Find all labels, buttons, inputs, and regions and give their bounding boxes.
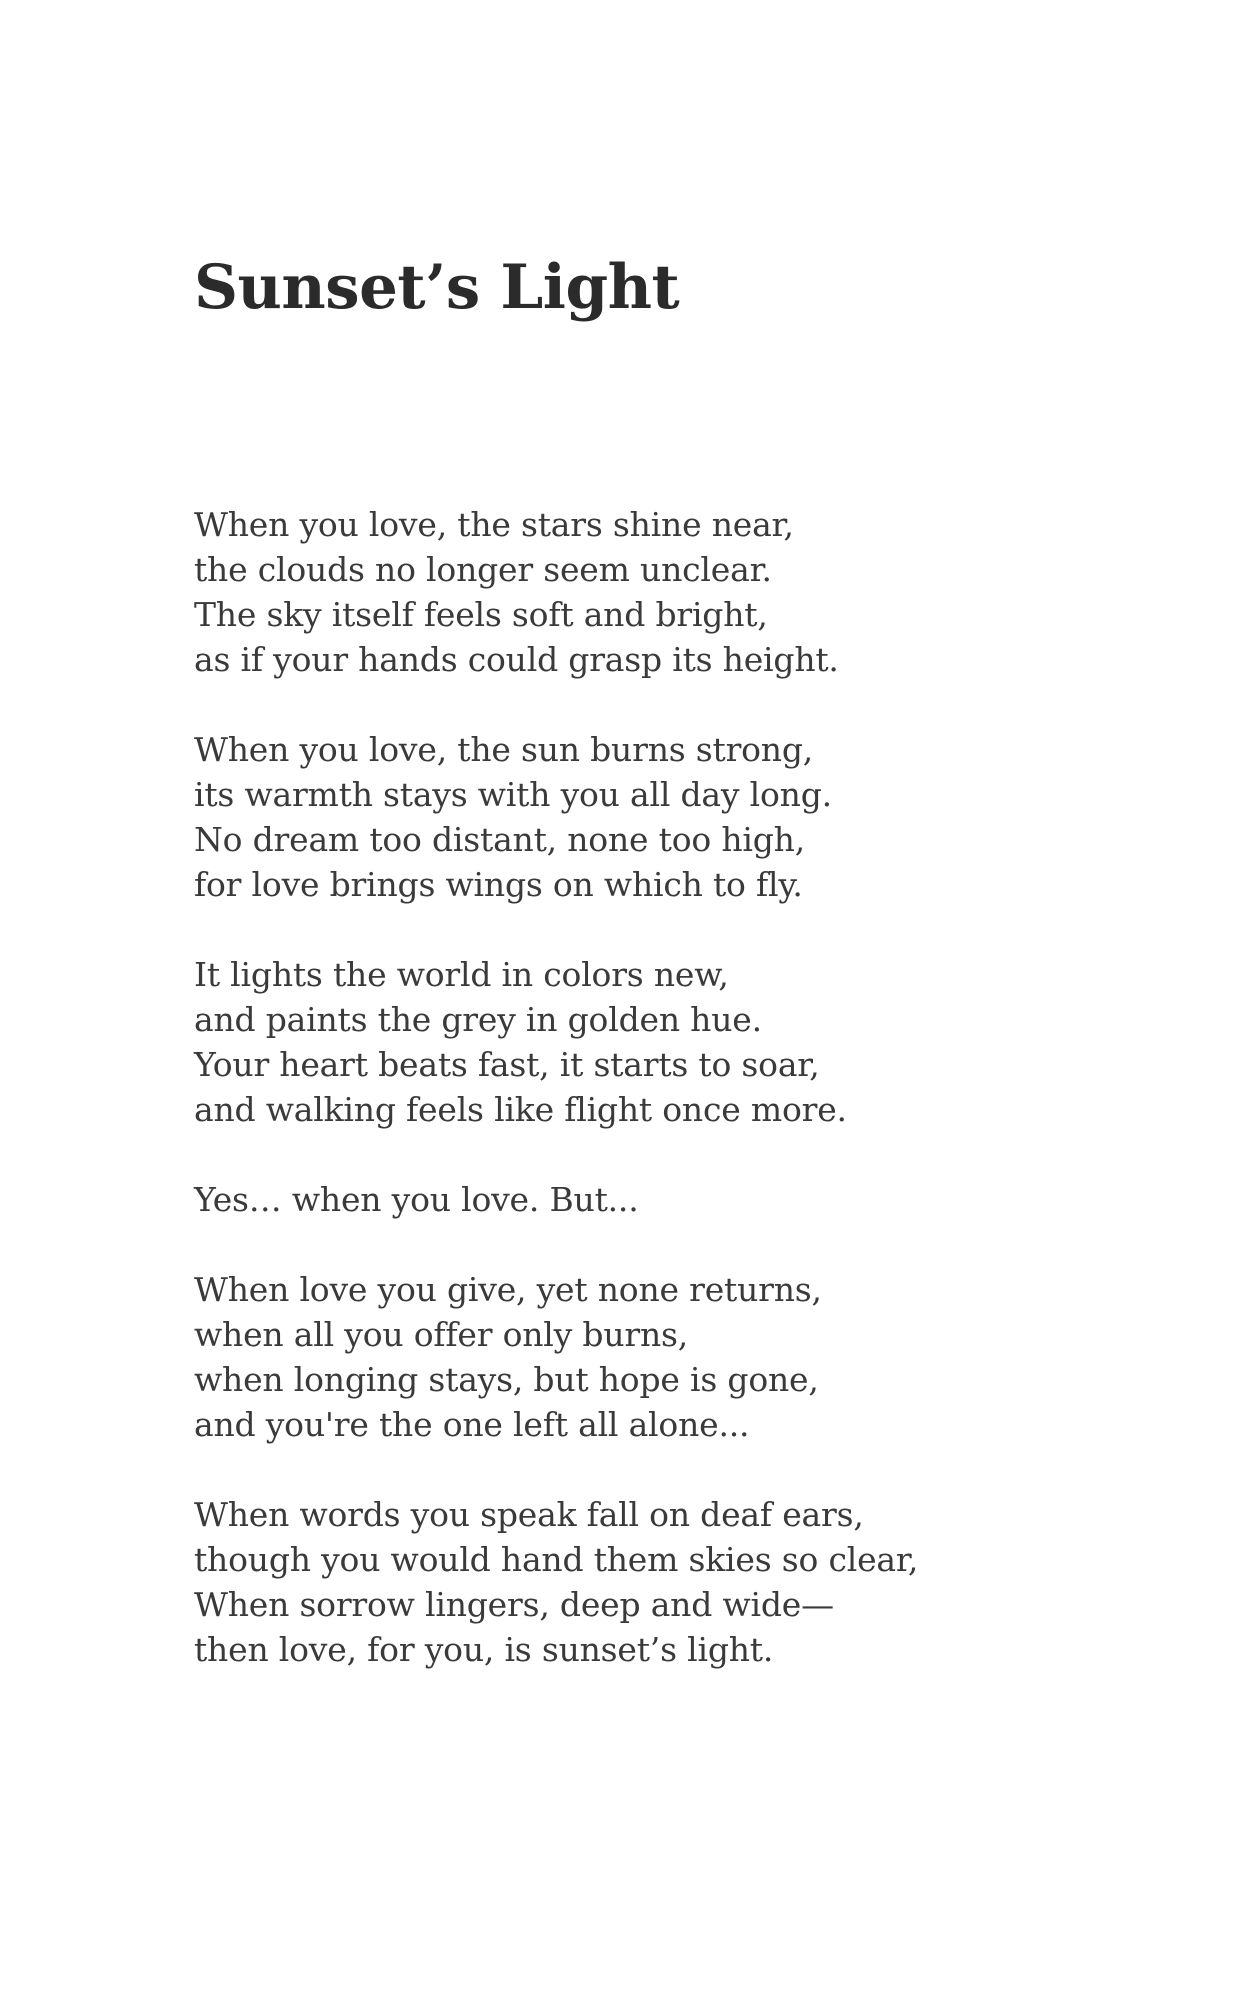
poem-line: and you're the one left all alone... [194,1405,750,1444]
poem-line: though you would hand them skies so clear, [194,1540,919,1579]
poem-line: as if your hands could grasp its height. [194,640,839,679]
poem-line: its warmth stays with you all day long. [194,775,832,814]
poem-line: for love brings wings on which to fly. [194,865,803,904]
poem-line: The sky itself feels soft and bright, [194,595,768,634]
poem-line: the clouds no longer seem unclear. [194,550,772,589]
stanza [194,1177,1194,1222]
poem-line: When sorrow lingers, deep and wide— [194,1585,834,1624]
poem-line: when all you offer only burns, [194,1315,689,1354]
poem-line: When love you give, yet none returns, [194,1270,822,1309]
poem-line: When you love, the stars shine near, [194,505,794,544]
stanza [194,1492,1194,1672]
poem-line: Your heart beats fast, it starts to soar, [194,1045,820,1084]
poem-line: When words you speak fall on deaf ears, [194,1495,864,1534]
poem-line: and paints the grey in golden hue. [194,1000,762,1039]
poem-line: when longing stays, but hope is gone, [194,1360,819,1399]
poem-line: Yes… when you love. But... [194,1180,639,1219]
poem-line: then love, for you, is sunset’s light. [194,1630,774,1669]
poem-body [194,502,1194,1717]
stanza [194,952,1194,1132]
stanza [194,727,1194,907]
poem-line: and walking feels like flight once more. [194,1090,847,1129]
poem-line: No dream too distant, none too high, [194,820,806,859]
poem-title: Sunset’s Light [194,252,680,323]
poem-line: It lights the world in colors new, [194,955,729,994]
stanza [194,1267,1194,1447]
stanza [194,502,1194,682]
poem-line: When you love, the sun burns strong, [194,730,814,769]
